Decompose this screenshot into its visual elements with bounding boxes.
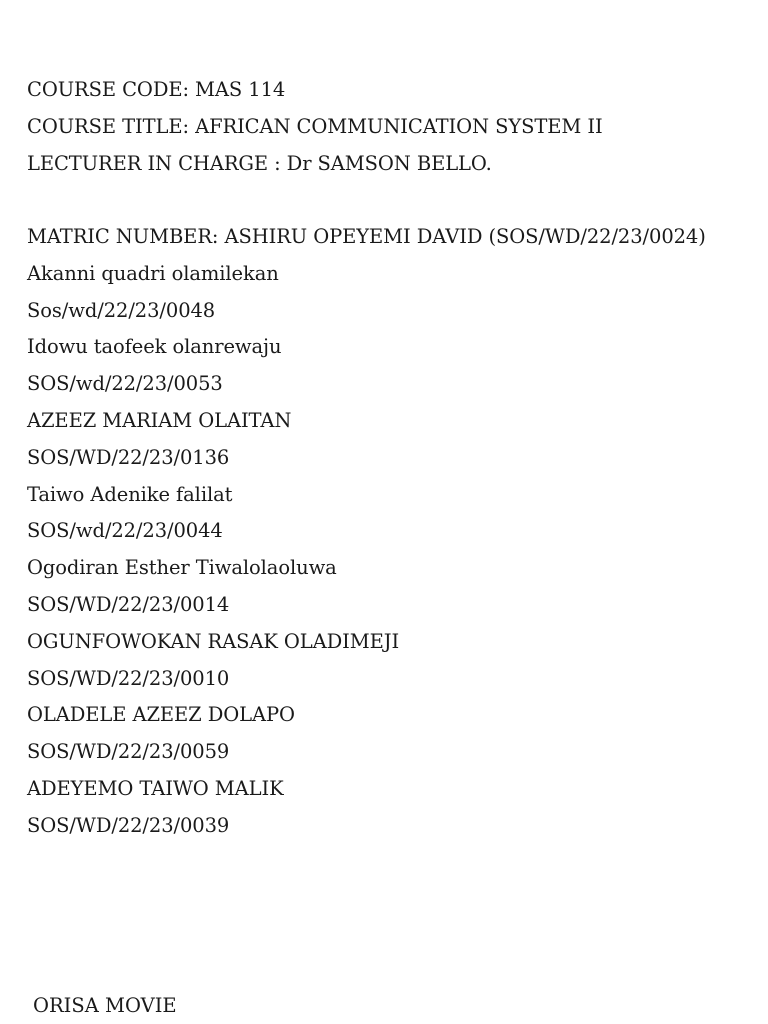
student-matric: SOS/WD/22/23/0014 <box>27 592 230 616</box>
student-name: Akanni quadri olamilekan <box>27 261 279 285</box>
student-matric: SOS/WD/22/23/0010 <box>27 666 230 690</box>
student-name: AZEEZ MARIAM OLAITAN <box>27 408 292 432</box>
course-header <box>27 72 603 182</box>
lecturer-in-charge: LECTURER IN CHARGE : Dr SAMSON BELLO. <box>27 151 492 175</box>
student-name: ADEYEMO TAIWO MALIK <box>27 776 284 800</box>
student-name: Taiwo Adenike falilat <box>27 482 233 506</box>
student-list <box>27 219 706 845</box>
student-matric: SOS/WD/22/23/0059 <box>27 740 230 764</box>
student-matric: Sos/wd/22/23/0048 <box>27 298 216 322</box>
student-matric: SOS/wd/22/23/0044 <box>27 519 223 543</box>
student-name: Idowu taofeek olanrewaju <box>27 335 282 359</box>
footer-title: ORISA MOVIE <box>33 994 177 1017</box>
course-code: COURSE CODE: MAS 114 <box>27 78 286 101</box>
student-matric: SOS/wd/22/23/0053 <box>27 372 223 396</box>
student-matric: SOS/WD/22/23/0039 <box>27 813 230 837</box>
student-name: Ogodiran Esther Tiwalolaoluwa <box>27 556 337 580</box>
student-name: OGUNFOWOKAN RASAK OLADIMEJI <box>27 629 400 653</box>
student-name: OLADELE AZEEZ DOLAPO <box>27 703 295 727</box>
course-title: COURSE TITLE: AFRICAN COMMUNICATION SYSTEM II <box>27 114 603 138</box>
student-matric: SOS/WD/22/23/0136 <box>27 445 230 469</box>
matric-heading: MATRIC NUMBER: ASHIRU OPEYEMI DAVID (SOS/WD/22/23/0024) <box>27 225 706 248</box>
